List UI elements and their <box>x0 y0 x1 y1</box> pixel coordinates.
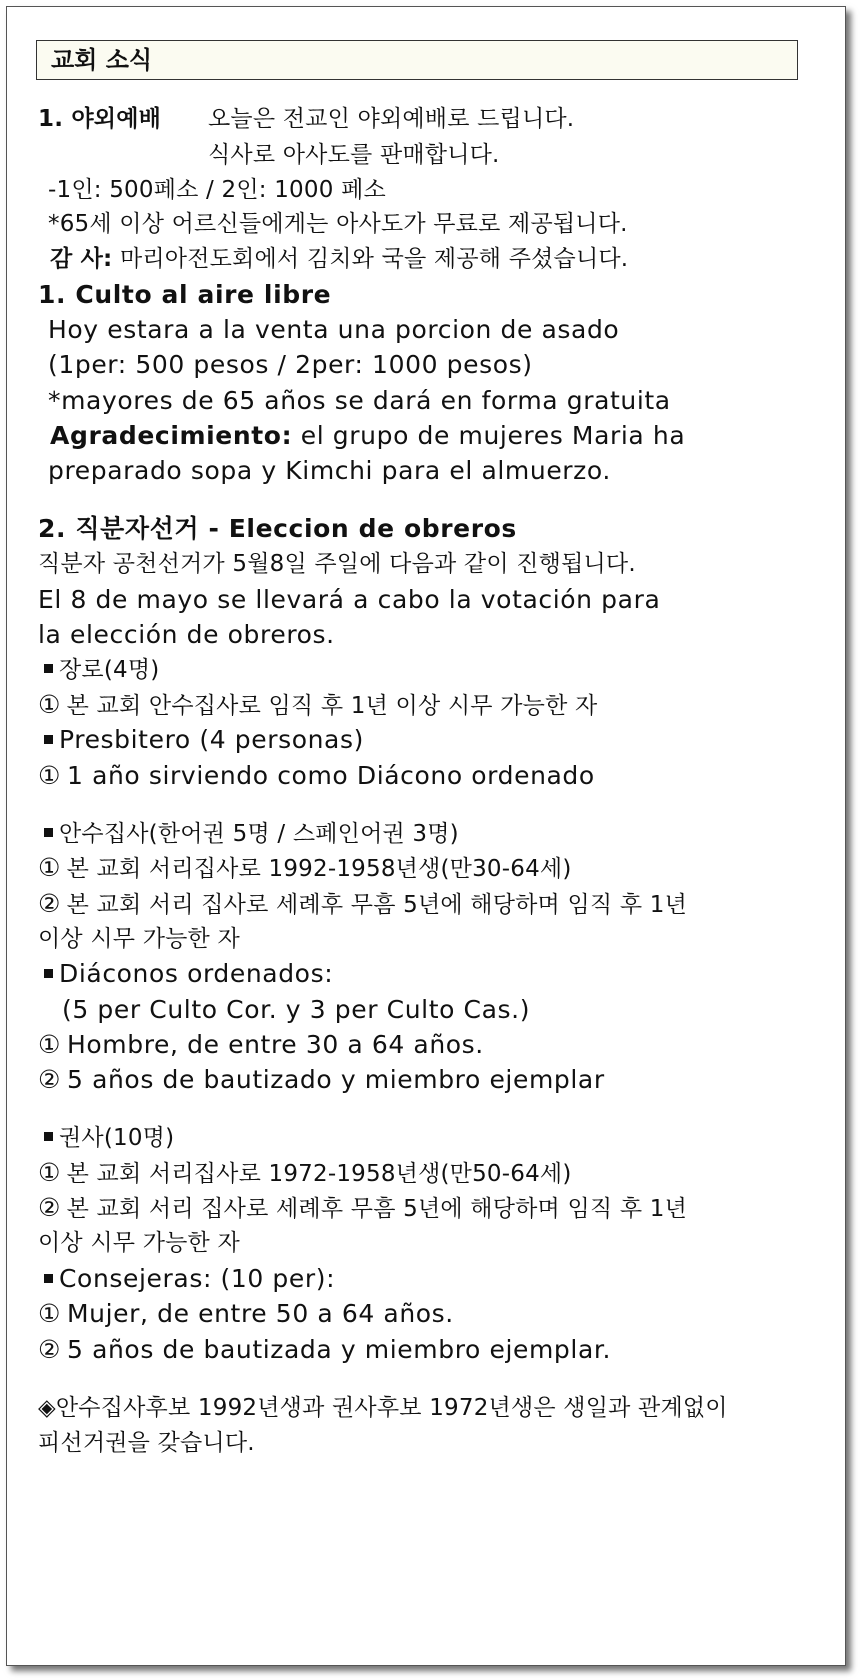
section-1-price: -1인: 500페소 / 2인: 1000 페소 <box>48 177 386 203</box>
es-thanks-label: Agradecimiento: <box>50 421 293 450</box>
kwonsa-ko-label: 권사(10명) <box>59 1125 175 1151</box>
section-1-line-1: 오늘은 전교인 야외예배로 드립니다. <box>208 106 575 132</box>
elder-es-heading <box>44 725 364 755</box>
circled-two-marker: ② <box>38 1335 62 1364</box>
square-bullet-icon <box>44 664 53 673</box>
kwonsa-es-requirement-1 <box>38 1299 454 1329</box>
section-1-heading <box>38 104 161 134</box>
elder-ko-requirement <box>38 690 597 721</box>
section-1-es-line-2: (1per: 500 pesos / 2per: 1000 pesos) <box>48 350 533 379</box>
section-1-es-thanks <box>50 421 685 451</box>
circled-two-marker: ② <box>38 1193 61 1222</box>
section-1-note: *65세 이상 어르신들에게는 아사도가 무료로 제공됩니다. <box>48 211 628 237</box>
eligibility-note-1: ◈안수집사후보 1992년생과 권사후보 1972년생은 생일과 관계없이 <box>38 1395 728 1421</box>
thanks-text: 마리아전도회에서 김치와 국을 제공해 주셨습니다. <box>119 246 629 272</box>
section-1-title: 야외예배 <box>71 106 162 132</box>
eligibility-note-2: 피선거권을 갖습니다. <box>38 1430 255 1456</box>
circled-two-marker: ② <box>38 1065 62 1094</box>
circled-one-marker: ① <box>38 1158 61 1187</box>
es-thanks-text: el grupo de mujeres Maria ha <box>292 421 686 450</box>
kwonsa-es-label: Consejeras: (10 per): <box>59 1264 336 1293</box>
section-2-es-intro-2: la elección de obreros. <box>38 620 335 649</box>
deacon-ko-requirement-2 <box>38 889 687 920</box>
section-1-es-line-3: *mayores de 65 años se dará en forma gratuita <box>48 386 671 415</box>
deacon-es-requirement-1 <box>38 1030 484 1060</box>
circled-one-marker: ① <box>38 761 62 790</box>
section-1-thanks <box>50 244 628 274</box>
circled-one-marker: ① <box>38 853 61 882</box>
kwonsa-es-requirement-2 <box>38 1335 611 1365</box>
deacon-ko-requirement-2-cont: 이상 시무 가능한 자 <box>38 926 240 952</box>
section-1-es-line-1: Hoy estara a la venta una porcion de asado <box>48 315 620 344</box>
square-bullet-icon <box>44 1132 53 1141</box>
circled-one-marker: ① <box>38 1030 62 1059</box>
section-2-es-intro-1: El 8 de mayo se llevará a cabo la votación para <box>38 585 661 614</box>
section-1-line-2: 식사로 아사도를 판매합니다. <box>208 142 500 168</box>
elder-ko-label: 장로(4명) <box>59 657 160 683</box>
deacon-es-requirement-2 <box>38 1065 605 1095</box>
elder-ko-heading <box>44 655 159 685</box>
kwonsa-ko-heading <box>44 1123 174 1153</box>
square-bullet-icon <box>44 828 53 837</box>
square-bullet-icon <box>44 1274 53 1283</box>
deacon-es-heading <box>44 959 333 989</box>
kwonsa-ko-req1-text: 본 교회 서리집사로 1972-1958년생(만50-64세) <box>66 1161 572 1187</box>
deacon-ko-req1-text: 본 교회 서리집사로 1992-1958년생(만30-64세) <box>66 856 572 882</box>
deacon-es-label: Diáconos ordenados: <box>59 959 334 988</box>
kwonsa-ko-requirement-2 <box>38 1193 687 1224</box>
kwonsa-es-req1-text: Mujer, de entre 50 a 64 años. <box>67 1299 454 1328</box>
deacon-ko-label: 안수집사(한어권 5명 / 스페인어권 3명) <box>59 821 459 847</box>
square-bullet-icon <box>44 735 53 744</box>
deacon-es-req2-text: 5 años de bautizado y miembro ejemplar <box>67 1065 605 1094</box>
kwonsa-ko-requirement-2-cont: 이상 시무 가능한 자 <box>38 1230 240 1256</box>
kwonsa-ko-req2-text: 본 교회 서리 집사로 세례후 무흠 5년에 해당하며 임직 후 1년 <box>66 1196 688 1222</box>
elder-ko-req-text: 본 교회 안수집사로 임직 후 1년 이상 시무 가능한 자 <box>66 693 598 719</box>
page-title: 교회 소식 <box>36 40 798 80</box>
kwonsa-ko-requirement-1 <box>38 1158 572 1189</box>
section-2-ko-intro: 직분자 공천선거가 5월8일 주일에 다음과 같이 진행됩니다. <box>38 551 636 577</box>
thanks-label: 감 사: <box>50 246 113 272</box>
kwonsa-es-heading <box>44 1264 335 1294</box>
circled-one-marker: ① <box>38 690 61 719</box>
kwonsa-es-req2-text: 5 años de bautizada y miembro ejemplar. <box>67 1335 611 1364</box>
deacon-es-req1-text: Hombre, de entre 30 a 64 años. <box>67 1030 484 1059</box>
section-1-es-line-5: preparado sopa y Kimchi para el almuerzo. <box>48 456 611 485</box>
deacon-ko-heading <box>44 819 459 849</box>
circled-one-marker: ① <box>38 1299 62 1328</box>
deacon-es-subline: (5 per Culto Cor. y 3 per Culto Cas.) <box>62 995 531 1024</box>
section-1-es-title: 1. Culto al aire libre <box>38 280 332 309</box>
deacon-ko-req2-text: 본 교회 서리 집사로 세례후 무흠 5년에 해당하며 임직 후 1년 <box>66 892 688 918</box>
section-1-number: 1. <box>38 106 64 132</box>
elder-es-requirement <box>38 761 595 791</box>
deacon-ko-requirement-1 <box>38 853 572 884</box>
section-2-title: 2. 직분자선거 - Eleccion de obreros <box>38 514 517 543</box>
elder-es-req-text: 1 año sirviendo como Diácono ordenado <box>67 761 595 790</box>
square-bullet-icon <box>44 969 53 978</box>
circled-two-marker: ② <box>38 889 61 918</box>
elder-es-label: Presbitero (4 personas) <box>59 725 364 754</box>
